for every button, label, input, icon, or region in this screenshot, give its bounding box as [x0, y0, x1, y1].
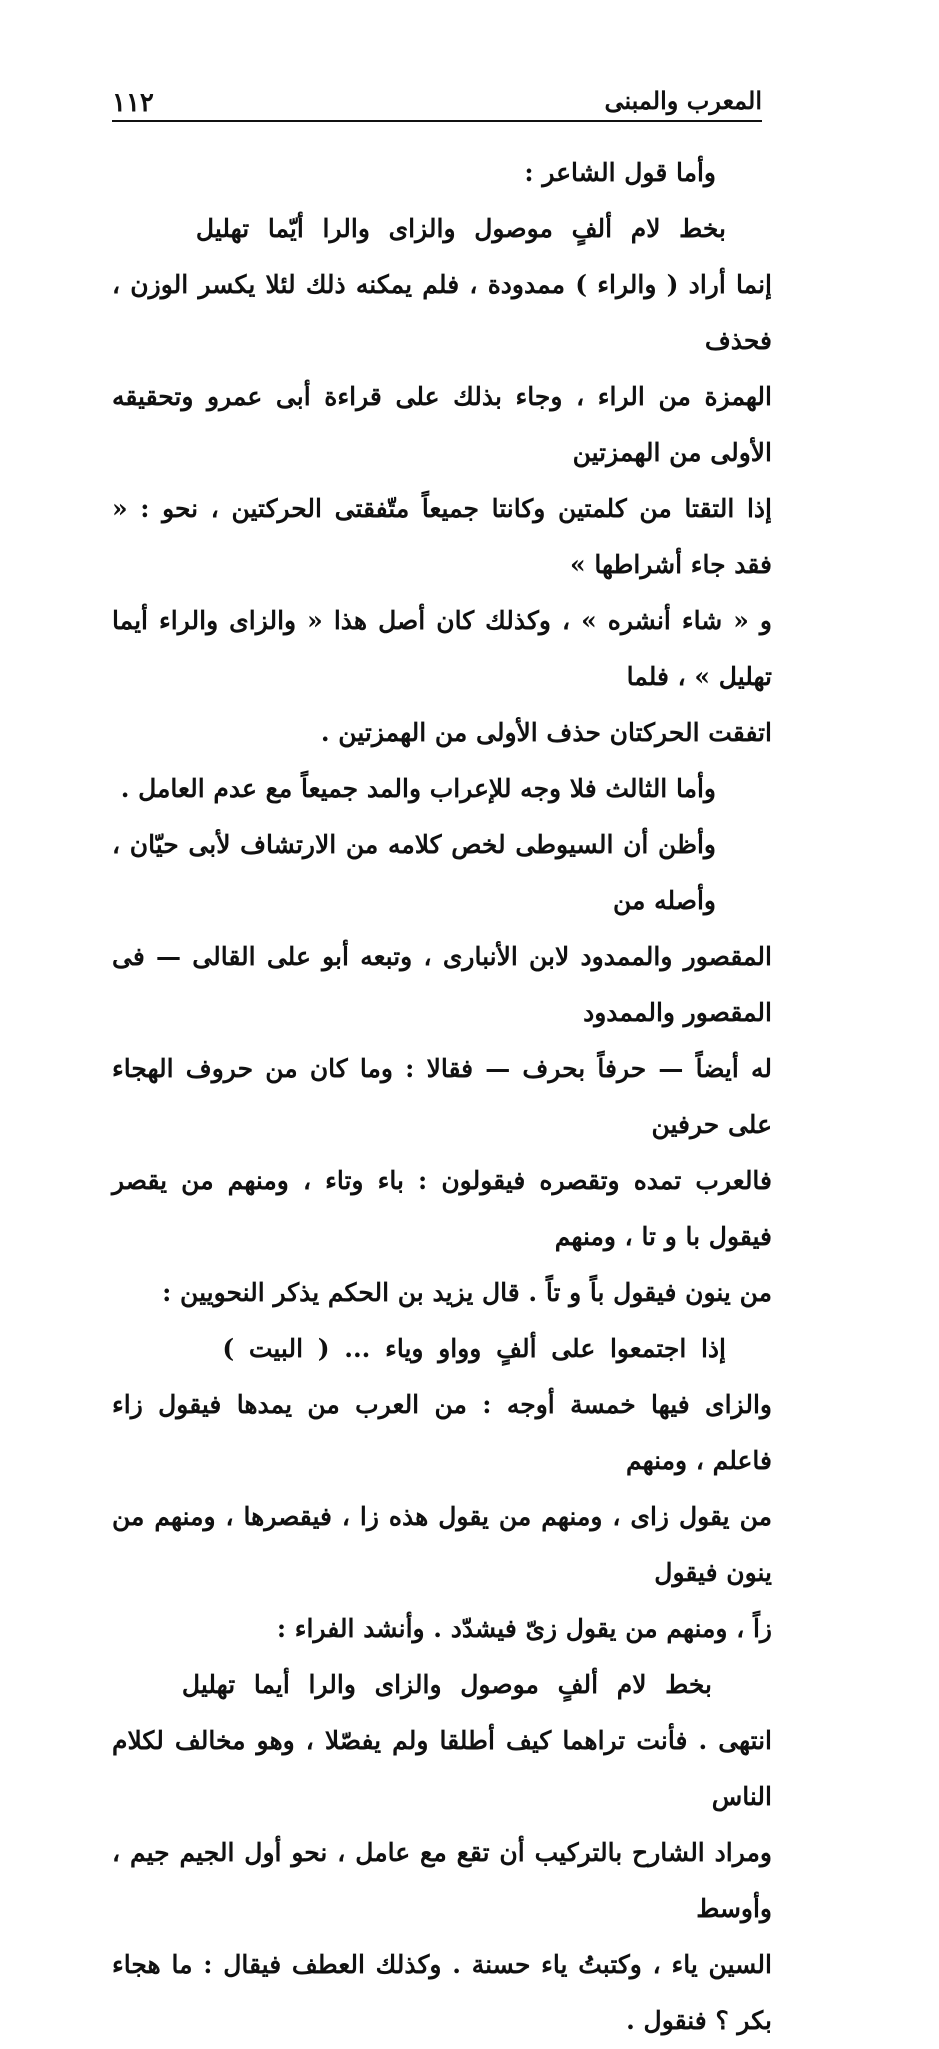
verse-line: بخط لام ألفٍ موصول والزاى والرا أيما تهليل: [181, 1670, 712, 1699]
paragraph: [112, 817, 772, 1321]
text-line: والزاى فيها خمسة أوجه : من العرب من يمدها فيقول زاء فاعلم ، ومنهم: [112, 1390, 772, 1475]
paragraph: [112, 1713, 772, 2049]
text-line: الهمزة من الراء ، وجاء بذلك على قراءة أبى عمرو وتحقيقه الأولى من الهمزتين: [112, 382, 772, 467]
text-line: زاً ، ومنهم من يقول زىّ فيشدّد . وأنشد الفراء :: [276, 1614, 772, 1643]
text-line: له أيضاً — حرفاً بحرف — فقالا : وما كان من حروف الهجاء على حرفين: [112, 1054, 772, 1139]
text-line: وأظن أن السيوطى لخص كلامه من الارتشاف لأبى حيّان ، وأصله من: [112, 830, 716, 915]
text-line: و « شاء أنشره » ، وكذلك كان أصل هذا « والزاى والراء أيما تهليل » ، فلما: [112, 606, 772, 691]
body-text: [112, 145, 772, 2049]
text-line: وأما الثالث فلا وجه للإعراب والمد جميعاً مع عدم العامل .: [120, 774, 716, 803]
verse-line: إذا اجتمعوا على ألفٍ وواو وياء ... ( البيت ): [222, 1334, 726, 1363]
running-head: [112, 82, 762, 122]
text-line: من يقول زاى ، ومنهم من يقول هذه زا ، فيقصرها ، ومنهم من ينون فيقول: [112, 1502, 772, 1587]
text-line: فالعرب تمده وتقصره فيقولون : باء وتاء ، ومنهم من يقصر فيقول با و تا ، ومنهم: [112, 1166, 772, 1251]
text-line: انتهى . فأنت تراهما كيف أطلقا ولم يفصّلا ، وهو مخالف لكلام الناس: [112, 1726, 772, 1811]
text-line: السين ياء ، وكتبتُ ياء حسنة . وكذلك العطف فيقال : ما هجاء بكر ؟ فنقول .: [112, 1950, 772, 2035]
intro-line: وأما قول الشاعر :: [524, 158, 716, 187]
text-line: ومراد الشارح بالتركيب أن تقع مع عامل ، نحو أول الجيم جيم ، وأوسط: [112, 1838, 772, 1923]
text-line: اتفقت الحركتان حذف الأولى من الهمزتين .: [320, 718, 772, 747]
paragraph: [112, 1377, 772, 1657]
header-title: المعرب والمبنى: [604, 86, 762, 115]
paragraph: [112, 257, 772, 761]
text-line: المقصور والممدود لابن الأنبارى ، وتبعه أبو على القالى — فى المقصور والممدود: [112, 942, 772, 1027]
page-number: ١١٢: [112, 88, 154, 118]
text-line: إنما أراد ( والراء ) ممدودة ، فلم يمكنه ذلك لئلا يكسر الوزن ، فحذف: [112, 270, 772, 355]
text-line: إذا التقتا من كلمتين وكانتا جميعاً متّفقتى الحركتين ، نحو : « فقد جاء أشراطها »: [112, 494, 772, 579]
text-line: من ينون فيقول باً و تاً . قال يزيد بن الحكم يذكر النحويين :: [162, 1278, 772, 1307]
verse-line: بخط لام ألفٍ موصول والزاى والرا أيّما تهليل: [195, 214, 726, 243]
